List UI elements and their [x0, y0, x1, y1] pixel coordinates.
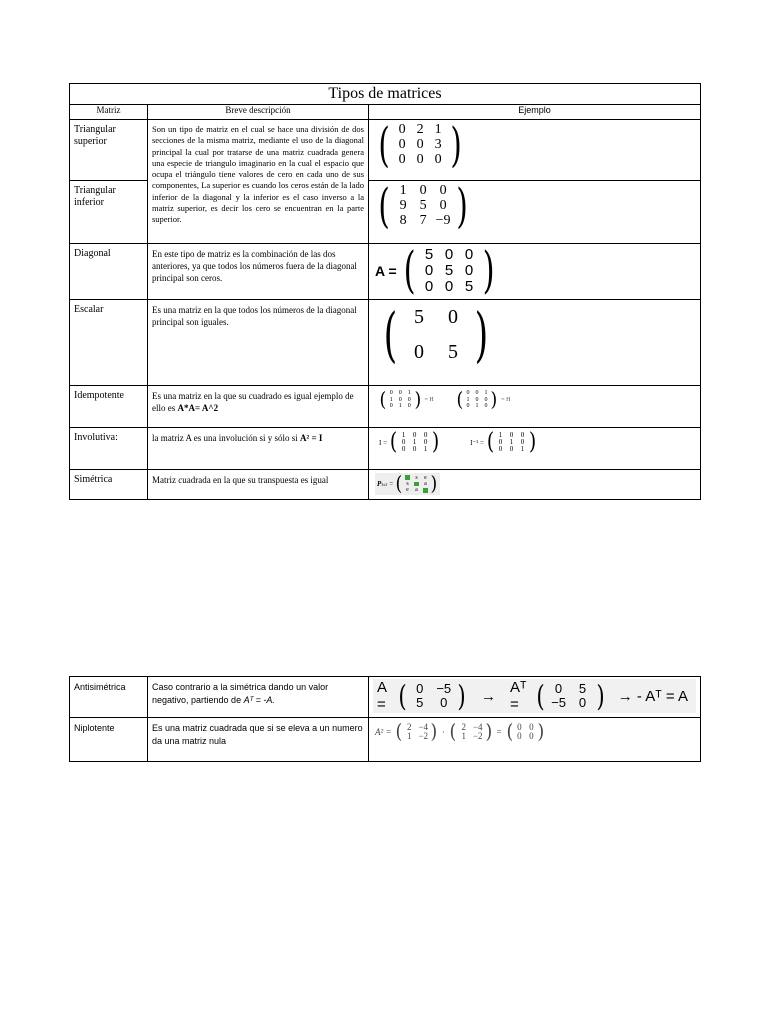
matrix-cell: 0 [439, 183, 447, 199]
example-matrix [375, 179, 471, 233]
matrix-cell: 0 [398, 136, 406, 152]
matrix-name: Diagonal [70, 244, 148, 300]
left-paren: ( [395, 472, 403, 496]
matrix-cell: 1 [509, 437, 514, 446]
example-matrix [395, 474, 438, 494]
example-matrix [379, 390, 422, 410]
matrix-cell: 0 [529, 721, 534, 732]
table-row [70, 470, 701, 500]
matrix-cell: 0 [517, 721, 522, 732]
matrix-cell: 1 [461, 731, 467, 741]
matrix-cell: 0 [444, 277, 454, 295]
right-paren: ) [595, 678, 605, 713]
left-paren: ( [486, 429, 495, 455]
matrix-cell: −9 [435, 212, 451, 228]
matrix-description: Matriz cuadrada en la que su transpuesta es igual [148, 470, 369, 500]
matrix-cell: 0 [398, 122, 406, 138]
matrix-cell: 2 [461, 721, 467, 732]
matrix-example [369, 241, 701, 300]
example-matrix [395, 722, 439, 742]
matrix-name: Involutiva: [70, 428, 148, 470]
matrix-cell: a [415, 487, 418, 494]
right-paren: ) [528, 429, 537, 455]
matrix-name: Simétrica [70, 470, 148, 500]
matrix-name: Niplotente [70, 718, 148, 762]
table-title: Tipos de matrices [70, 84, 701, 105]
matrix-cell: 0 [389, 403, 393, 410]
example-matrix [449, 722, 493, 742]
matrix-cell: 0 [389, 390, 393, 397]
header-ejemplo: Ejemplo [369, 105, 701, 120]
matrix-cell: −2 [418, 731, 429, 741]
matrix-cell: 0 [509, 445, 514, 454]
matrix-cell: 0 [412, 430, 417, 439]
right-paren: ) [457, 678, 466, 713]
matrix-cell: 1 [398, 403, 402, 410]
matrix-cell: 3 [434, 136, 442, 152]
matrix-cell: −5 [436, 681, 452, 697]
matrix-cell: a [424, 480, 427, 487]
matrix-cell [414, 482, 418, 487]
matrix-cell: 0 [419, 183, 427, 199]
right-paren: ) [537, 720, 545, 744]
matrix-name: Escalar [70, 300, 148, 386]
matrix-cell: 0 [423, 437, 428, 446]
matrix-cell: 0 [484, 396, 488, 403]
matrix-cell: 1 [466, 396, 470, 403]
matrix-cell: 0 [554, 681, 563, 697]
matrix-cell: 0 [466, 403, 470, 410]
right-paren: ) [485, 720, 493, 744]
right-paren: ) [431, 429, 440, 455]
matrix-cell: 0 [401, 437, 406, 446]
example-matrix [397, 678, 467, 713]
matrix-cell: 1 [389, 396, 393, 403]
matrix-description: la matriz A es una involución si y sólo si A² = I [148, 428, 369, 470]
matrix-cell: 0 [434, 151, 442, 167]
matrix-cell [405, 475, 409, 480]
matrix-example: A² = ( 2 −4 1 −2 ) · ( 2 −4 1 −2 ) = ( 0 0 0 0 ) [369, 718, 701, 762]
matrix-cell: 5 [444, 261, 454, 279]
matrix-types-table [69, 83, 701, 500]
left-paren: ( [379, 388, 387, 411]
matrix-cell: 7 [419, 212, 427, 228]
matrix-cell: 0 [440, 694, 448, 710]
matrix-cell: 0 [423, 430, 428, 439]
matrix-example: I = ( 1 0 0 0 1 0 0 0 1 ) I⁻¹ = ( 1 0 0 0 1 0 0 0 1 ) [369, 428, 701, 470]
matrix-example [369, 300, 701, 386]
right-paren: ) [490, 388, 498, 411]
matrix-cell: 0 [398, 396, 402, 403]
matrix-name: Antisimétrica [70, 677, 148, 718]
left-paren: ( [395, 720, 402, 744]
matrix-cell: 0 [520, 437, 525, 446]
matrix-cell: 0 [407, 403, 411, 410]
matrix-example: ( 0 0 1 1 0 0 0 1 0 ) = H ( 0 0 1 1 0 0 0 1 0 ) = H [369, 386, 701, 428]
left-paren: ( [403, 241, 416, 299]
matrix-cell: 0 [498, 437, 503, 446]
left-paren: ( [398, 678, 407, 713]
matrix-cell: 0 [413, 341, 424, 364]
example-matrix [375, 118, 465, 172]
matrix-cell: 5 [464, 277, 474, 295]
matrix-name: Triangular inferior [70, 181, 148, 244]
table-row [70, 428, 701, 470]
matrix-cell: 0 [424, 277, 434, 295]
header-descripcion: Breve descripción [148, 105, 369, 120]
matrix-cell: −5 [551, 694, 566, 710]
matrix-cell: −2 [472, 731, 483, 741]
table-row [70, 300, 701, 386]
matrix-example [369, 120, 701, 181]
example-matrix [486, 431, 537, 454]
matrix-cell: 0 [498, 445, 503, 454]
matrix-cell: 1 [407, 731, 412, 741]
matrix-cell: 1 [498, 430, 503, 439]
matrix-cell: 5 [413, 306, 424, 329]
matrix-cell: 0 [416, 151, 424, 167]
matrix-cell: 0 [464, 261, 474, 279]
matrix-cell: 1 [484, 390, 488, 397]
matrix-cell: 0 [475, 390, 479, 397]
matrix-prefix: A = [375, 262, 397, 279]
example-matrix [379, 300, 493, 369]
example-matrix [506, 722, 546, 742]
matrix-example: P 3x3 = ( s e s a e a ) [369, 470, 701, 500]
example-matrix [400, 241, 499, 299]
matrix-example: A = ( 0 −5 5 0 ) → Aᵀ = ( 0 5 −5 0 ) → - Aᵀ = A [369, 677, 701, 718]
matrix-cell: 5 [447, 341, 458, 364]
matrix-cell: 0 [484, 403, 488, 410]
matrix-cell: 1 [475, 403, 479, 410]
matrix-cell: 5 [419, 197, 427, 213]
matrix-description: Son un tipo de matriz en el cual se hace una división de dos secciones de la misma matriz, mediante el uso de la diagonal principal la cual por tratarse de una matriz cuadrada genera una especie de triangulo imaginario en la cual el espacio que ocupa el triángulo tiene valores de cero en cada uno de sus componentes, La superior es cuando los ceros están de la lado inferior de la diagonal y la inferior es el caso inverso a la matriz superior, es decir los cero se encuentran en la parte superior. [148, 120, 369, 244]
matrix-description: En este tipo de matriz es la combinación de las dos anteriores, ya que todos los números fuera de la diagonal principal son ceros. [148, 244, 369, 300]
matrix-cell: e [424, 474, 427, 481]
matrix-cell: 0 [401, 445, 406, 454]
matrix-description: Es una matriz en la que su cuadrado es igual ejemplo de ello es A*A= A^2 [148, 386, 369, 428]
left-paren: ( [506, 720, 513, 744]
matrix-cell: 5 [424, 246, 434, 264]
right-paren: ) [430, 472, 438, 496]
right-paren: ) [482, 241, 495, 299]
matrix-cell: 0 [398, 151, 406, 167]
matrix-cell: 0 [398, 390, 402, 397]
matrix-cell: 0 [439, 197, 447, 213]
matrix-cell: e [406, 487, 409, 494]
matrix-cell: 1 [434, 122, 442, 138]
matrix-cell: s [406, 480, 409, 487]
matrix-cell: 0 [466, 390, 470, 397]
left-paren: ( [378, 118, 390, 172]
matrix-cell: 9 [399, 197, 407, 213]
matrix-cell: 0 [517, 731, 522, 741]
left-paren: ( [389, 429, 398, 455]
matrix-cell: 0 [529, 731, 534, 741]
matrix-cell: 0 [407, 396, 411, 403]
matrix-description: Es una matriz en la que todos los números de la diagonal principal son iguales. [148, 300, 369, 386]
matrix-types-table-continued [69, 676, 701, 762]
matrix-description: Es una matriz cuadrada que si se eleva a un numero da una matriz nula [148, 718, 369, 762]
matrix-cell: 0 [424, 261, 434, 279]
left-paren: ( [536, 678, 546, 713]
matrix-cell: 5 [578, 681, 587, 697]
matrix-cell: 0 [475, 396, 479, 403]
matrix-cell: 1 [423, 445, 428, 454]
example-matrix [535, 678, 605, 713]
example-matrix [456, 390, 499, 410]
matrix-cell: −4 [472, 721, 483, 732]
matrix-cell: 0 [578, 694, 587, 710]
example-matrix [389, 431, 440, 454]
matrix-cell: 1 [520, 445, 525, 454]
matrix-cell: 0 [412, 445, 417, 454]
right-paren: ) [430, 720, 438, 744]
matrix-cell [423, 488, 427, 493]
matrix-cell: 0 [520, 430, 525, 439]
table-row [70, 120, 701, 181]
table-row [70, 718, 701, 762]
left-paren: ( [449, 720, 457, 744]
matrix-cell: 2 [416, 122, 424, 138]
matrix-cell: 0 [444, 246, 454, 264]
matrix-example [369, 181, 701, 244]
header-matriz: Matriz [70, 105, 148, 120]
matrix-name: Idempotente [70, 386, 148, 428]
matrix-name: Triangular superior [70, 120, 148, 181]
right-paren: ) [456, 179, 468, 233]
matrix-description: Caso contrario a la simétrica dando un valor negativo, partiendo de Aᵀ = -A. [148, 677, 369, 718]
right-paren: ) [450, 118, 462, 172]
left-paren: ( [378, 179, 390, 233]
matrix-cell: 2 [407, 721, 412, 732]
table-row [70, 244, 701, 300]
matrix-cell: 0 [416, 136, 424, 152]
matrix-cell: −4 [418, 721, 429, 732]
right-paren: ) [474, 300, 489, 369]
matrix-cell: 0 [509, 430, 514, 439]
matrix-cell: 5 [416, 694, 424, 710]
matrix-cell: 1 [401, 430, 406, 439]
matrix-cell: 1 [407, 390, 411, 397]
matrix-cell: 1 [399, 183, 407, 199]
matrix-cell: 0 [416, 681, 424, 697]
matrix-cell: 8 [399, 212, 407, 228]
matrix-cell: 0 [464, 246, 474, 264]
right-paren: ) [414, 388, 422, 411]
table-row [70, 677, 701, 718]
left-paren: ( [383, 300, 398, 369]
arrow-icon: → [480, 687, 496, 705]
left-paren: ( [456, 388, 463, 411]
matrix-cell: 0 [447, 306, 458, 329]
table-row [70, 386, 701, 428]
matrix-cell: 1 [412, 437, 417, 446]
matrix-cell: s [415, 474, 418, 481]
